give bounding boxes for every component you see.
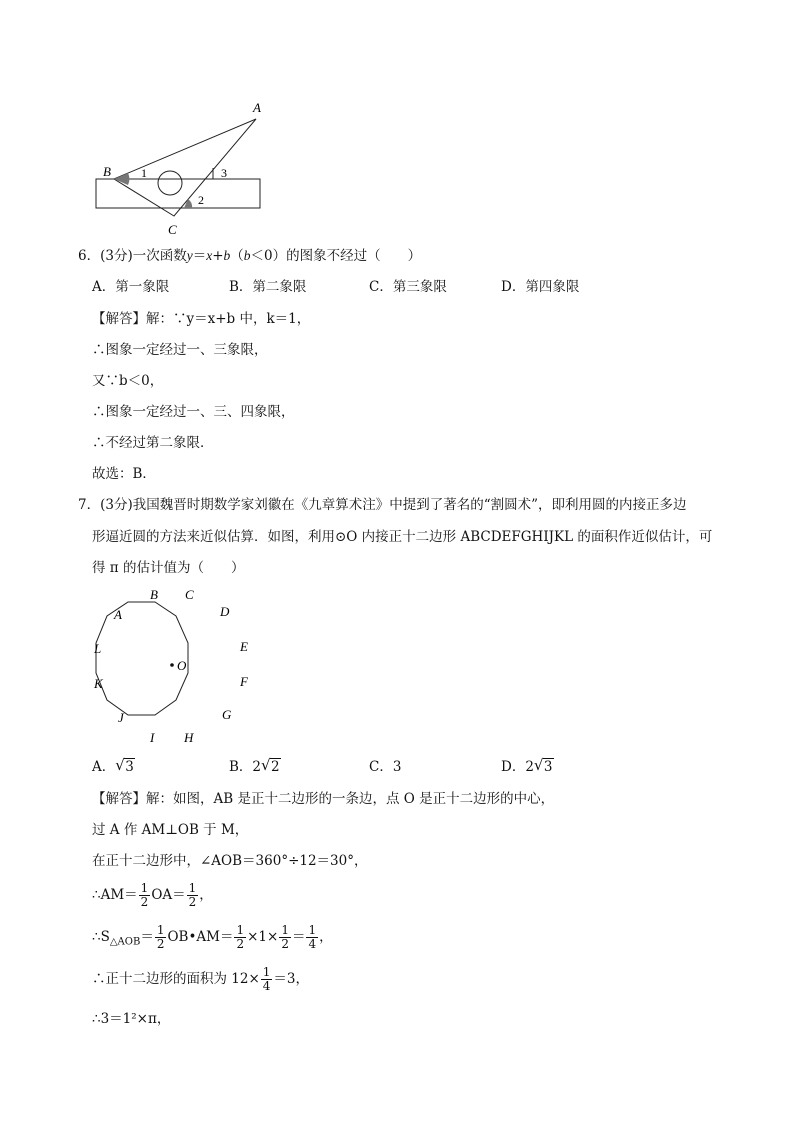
- vertex-label-E: E: [240, 639, 248, 654]
- vertex-label-J: J: [118, 710, 124, 725]
- triangle-ruler-figure: [88, 95, 288, 240]
- fraction-one-half: $\frac{1}{2}$: [236, 923, 245, 951]
- q6-answer-line-4: ∴图象一定经过一、三、四象限，: [92, 404, 295, 420]
- fraction-one-half: $\frac{1}{2}$: [140, 881, 149, 909]
- q6-option-d: D．第四象限: [501, 279, 580, 295]
- q7-answer-line-2: 过 A 作 AM⊥OB 于 M，: [92, 822, 249, 838]
- q7-answer-line-7: ∴3＝1²×π，: [92, 1011, 171, 1027]
- dodecagon-figure: [88, 585, 258, 750]
- q6-option-b: B．第二象限: [229, 279, 307, 295]
- fraction-one-half: $\frac{1}{2}$: [156, 923, 165, 951]
- q7-stem-line-2: 形逼近圆的方法来近似估算．如图，利用⊙O 内接正十二边形 ABCDEFGHIJKL 的面积作近似估计，可: [92, 529, 713, 545]
- label-A: A: [253, 100, 261, 115]
- q7-stem-line-1: 7．(3分)我国魏晋时期数学家刘徽在《九章算术注》中提到了著名的“割圆术”，即利用圆的内接正多边: [78, 497, 687, 513]
- q6-option-a: A．第一象限: [92, 279, 170, 295]
- center-label-O: O: [177, 658, 187, 673]
- fraction-one-quarter: $\frac{1}{4}$: [262, 965, 271, 993]
- q7-answer-line-4: ∴AM＝ $\frac{1}{2}$ OA＝ $\frac{1}{2}$ ，: [92, 881, 213, 909]
- q7-option-b: B．2 √ 2: [229, 756, 280, 775]
- vertex-label-B: B: [150, 587, 158, 602]
- fraction-one-quarter: $\frac{1}{4}$: [308, 923, 317, 951]
- q7-answer-line-5: $\therefore S_{\triangle AOB}=$ $\frac{1}{2}$ OB•AM＝ $\frac{1}{2}$ ×1× $\frac{1}{2}$ ＝ $\frac{1}{4}$ ，: [92, 923, 333, 951]
- vertex-label-F: F: [240, 674, 248, 689]
- q7-option-a: A． √ 3: [92, 756, 134, 775]
- label-B: B: [103, 164, 111, 179]
- q6-answer-line-3: 又∵b＜0，: [92, 373, 164, 389]
- vertex-label-L: L: [94, 641, 102, 656]
- q6-answer-line-5: ∴不经过第二象限．: [92, 435, 214, 451]
- q7-answer-line-1: 【解答】解：如图，AB 是正十二边形的一条边，点 O 是正十二边形的中心，: [92, 791, 555, 807]
- vertex-label-H: H: [184, 730, 194, 745]
- label-3: 3: [221, 166, 227, 180]
- q7-answer-line-6: ∴正十二边形的面积为 12× $\frac{1}{4}$ ＝3，: [92, 965, 310, 993]
- fraction-one-half: $\frac{1}{2}$: [188, 881, 197, 909]
- q6-option-c: C．第三象限: [369, 279, 447, 295]
- vertex-label-C: C: [185, 587, 194, 602]
- label-2: 2: [198, 193, 204, 207]
- vertex-label-A: A: [114, 607, 122, 622]
- label-C: C: [168, 222, 177, 237]
- q7-option-d: D．2 √ 3: [501, 756, 553, 775]
- vertex-label-G: G: [222, 707, 232, 722]
- q6-answer-line-6: 故选：B．: [92, 466, 156, 482]
- q7-answer-line-3: 在正十二边形中，∠AOB＝360°÷12＝30°，: [92, 853, 368, 869]
- vertex-label-I: I: [150, 730, 155, 745]
- label-1: 1: [141, 166, 147, 180]
- q6-answer-line-1: 【解答】解：∵y＝x+b 中，k＝1，: [92, 311, 311, 327]
- fraction-one-half: $\frac{1}{2}$: [281, 923, 289, 951]
- vertex-label-D: D: [220, 604, 230, 619]
- q7-option-c: C．3: [369, 759, 402, 775]
- q6-stem: 6．(3分)一次函数y＝x+b（b＜0）的图象不经过（ ）: [78, 248, 422, 264]
- q7-stem-line-3: 得 π 的估计值为（ ）: [92, 560, 245, 576]
- q6-answer-line-2: ∴图象一定经过一、三象限，: [92, 342, 268, 358]
- vertex-label-K: K: [94, 676, 103, 691]
